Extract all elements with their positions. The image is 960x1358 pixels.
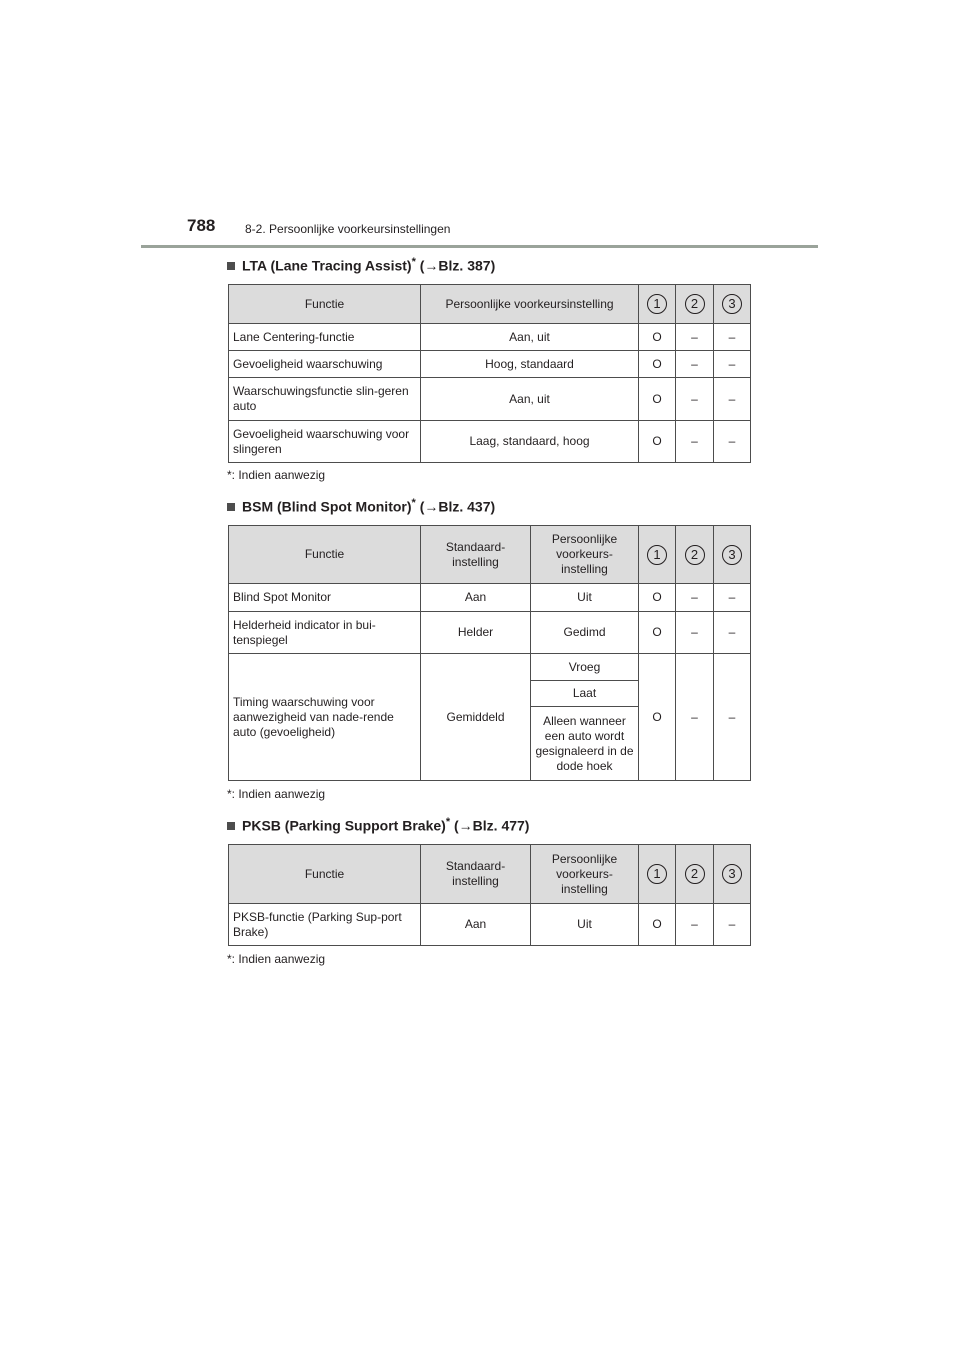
function-cell: Gevoeligheid waarschuwing [229,351,421,378]
setting-cell: Laag, standaard, hoog [421,421,639,463]
table-row: Gevoeligheid waarschuwing Hoog, standaard O – – [229,351,751,378]
function-cell: Gevoeligheid waarschuwing voor slingeren [229,421,421,463]
footnote: *: Indien aanwezig [227,468,326,482]
header-cell: Functie [229,845,421,904]
table-row: Waarschuwingsfunctie slin-geren auto Aan, uit O – – [229,378,751,421]
header-rule [141,245,818,248]
table-bsm [228,525,751,781]
section-title-bsm: BSM (Blind Spot Monitor)* (→Blz. 437) [227,497,495,515]
header-cell: Standaard-instelling [421,526,531,584]
section-title-lta: LTA (Lane Tracing Assist)* (→Blz. 387) [227,256,495,274]
number-1-circle-icon: 1 [647,294,667,314]
table-row: Blind Spot Monitor Aan Uit O – – [229,584,751,612]
footnote: *: Indien aanwezig [227,952,326,966]
function-cell: Blind Spot Monitor [229,584,421,612]
setting-cell: Aan, uit [421,378,639,421]
number-1-circle-icon: 1 [647,545,667,565]
table-row: Gevoeligheid waarschuwing voor slingeren Laag, standaard, hoog O – – [229,421,751,463]
number-1-circle-icon: 1 [647,864,667,884]
header-cell: Functie [229,526,421,584]
bullet-square-icon [227,262,235,270]
page-number: 788 [187,216,216,235]
table-header-row [229,526,751,584]
header-cell: Persoonlijke voorkeursinstelling [421,285,639,324]
section-title-pksb: PKSB (Parking Support Brake)* (→Blz. 477) [227,816,529,834]
table-row: PKSB-functie (Parking Sup-port Brake) Aan Uit O – – [229,904,751,946]
bullet-square-icon [227,822,235,830]
option-cell: Vroeg [531,654,639,681]
function-cell: Lane Centering-functie [229,324,421,351]
table-header-row [229,285,751,324]
table-header-row [229,845,751,904]
number-3-circle-icon: 3 [722,545,742,565]
table-row: Timing waarschuwing voor aanwezigheid van nade-rende auto (gevoeligheid) Gemiddeld Vroeg O – – [229,654,751,681]
bullet-square-icon [227,503,235,511]
table-row: Lane Centering-functie Aan, uit O – – [229,324,751,351]
function-cell: Timing waarschuwing voor aanwezigheid van nade-rende auto (gevoeligheid) [229,654,421,781]
number-3-circle-icon: 3 [722,864,742,884]
chapter-title: 8-2. Persoonlijke voorkeursinstellingen [245,222,451,236]
function-cell: Waarschuwingsfunctie slin-geren auto [229,378,421,421]
setting-cell: Hoog, standaard [421,351,639,378]
page-ref: (→Blz. 437) [419,498,496,515]
function-cell: Helderheid indicator in bui-tenspiegel [229,612,421,654]
option-cell: Laat [531,681,639,707]
header-cell: Standaard-instelling [421,845,531,904]
number-2-circle-icon: 2 [685,864,705,884]
function-cell: PKSB-functie (Parking Sup-port Brake) [229,904,421,946]
table-pksb [228,844,751,946]
table-lta [228,284,751,463]
table-row: Helderheid indicator in bui-tenspiegel Helder Gedimd O – – [229,612,751,654]
setting-cell: Aan, uit [421,324,639,351]
header-cell: Functie [229,285,421,324]
number-2-circle-icon: 2 [685,294,705,314]
header-cell: Persoonlijke voorkeurs-instelling [531,526,639,584]
page-ref: (→Blz. 477) [454,817,530,834]
number-3-circle-icon: 3 [722,294,742,314]
page-ref: (→Blz. 387) [419,257,496,274]
number-2-circle-icon: 2 [685,545,705,565]
footnote: *: Indien aanwezig [227,787,326,801]
option-cell: Alleen wanneer een auto wordt gesignaleerd in de dode hoek [531,707,639,781]
header-cell: Persoonlijke voorkeurs-instelling [531,845,639,904]
